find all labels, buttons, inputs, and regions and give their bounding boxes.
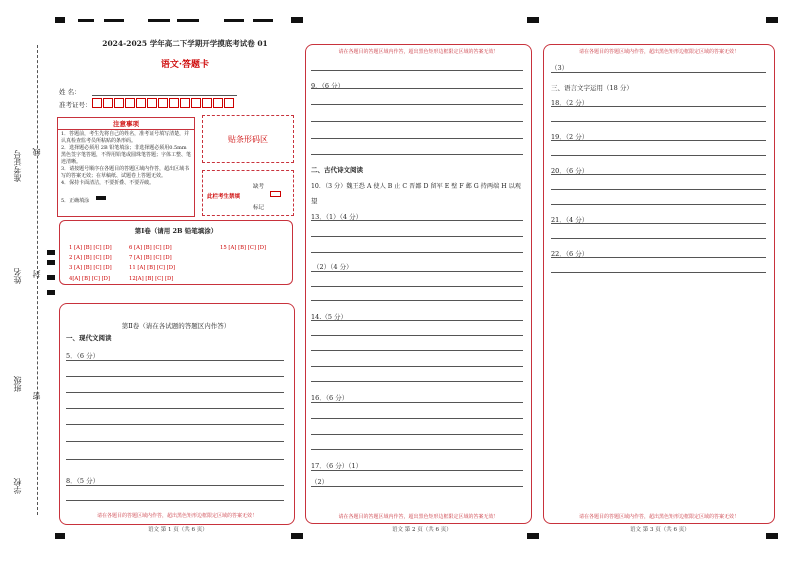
side-label-school: 学校 — [13, 478, 22, 494]
registration-mark — [527, 533, 539, 539]
answer-line[interactable] — [311, 104, 523, 105]
exam-id-boxes[interactable] — [92, 98, 234, 110]
answer-panel-page2 — [305, 44, 532, 524]
answer-line[interactable] — [311, 320, 523, 321]
choice-row[interactable]: 7 [A] [B] [C] [D] — [129, 255, 172, 261]
panel-notice-bottom: 请在各题目的答题区域内作答，超出黑色矩形边框限定区域的答案无效！ — [338, 514, 499, 520]
answer-line[interactable] — [551, 140, 766, 141]
question-label: 5．（6 分） — [66, 352, 100, 360]
question-label: 22．（6 分） — [551, 250, 589, 258]
answer-line[interactable] — [311, 402, 523, 403]
registration-mark — [47, 290, 55, 295]
answer-line[interactable] — [311, 138, 523, 139]
question-label: 8．（5 分） — [66, 477, 100, 485]
answer-line[interactable] — [551, 72, 766, 73]
answer-line[interactable] — [311, 381, 523, 382]
side-label-name: 姓名 — [13, 268, 22, 284]
answer-panel-page3 — [543, 44, 775, 524]
registration-mark — [291, 17, 303, 23]
answer-line[interactable] — [311, 366, 523, 367]
notice-item: 2．选择题必须用 2B 铅笔填涂；非选择题必须用0.5mm 黑色签字笔答题，不得用铅笔或圆珠笔答题；字体工整、笔迹清晰。 — [61, 145, 192, 165]
answer-line[interactable] — [551, 272, 766, 273]
section-title-modern-reading: 一、现代文阅读 — [66, 334, 112, 342]
choice-row[interactable]: 4[A] [B] [C] [D] — [69, 276, 110, 282]
answer-line[interactable] — [66, 459, 284, 460]
section-title-classical-reading: 二、古代诗文阅读 — [311, 166, 363, 174]
question-label: 19．（2 分） — [551, 133, 589, 141]
absent-box — [202, 170, 294, 216]
answer-line[interactable] — [311, 252, 523, 253]
notice-box — [57, 117, 195, 217]
panel-notice-bottom: 请在各题目的答题区域内作答，超出黑色矩形边框限定区域的答案无效！ — [578, 514, 739, 520]
absent-checkbox[interactable] — [270, 191, 281, 197]
answer-line[interactable] — [311, 286, 523, 287]
barcode-area — [202, 115, 294, 163]
panel-notice-top: 请在各题目的答题区域内作答，超出黑色矩形边框限定区域的答案无效！ — [578, 49, 739, 55]
answer-line[interactable] — [66, 376, 284, 377]
page-footer: 语文 第 2 页（共 6 页） — [392, 527, 452, 533]
choice-row[interactable]: 12[A] [B] [C] [D] — [129, 276, 174, 282]
registration-mark — [766, 17, 778, 23]
answer-line[interactable] — [311, 220, 523, 221]
question-label: 16．（6 分） — [311, 394, 349, 402]
side-label-seal: 封 — [32, 270, 41, 278]
answer-line[interactable] — [66, 485, 284, 486]
absent-missing-label: 缺考 — [253, 184, 265, 190]
answer-line[interactable] — [311, 70, 523, 71]
answer-line[interactable] — [551, 106, 766, 107]
binding-dashed-line — [37, 45, 38, 515]
registration-mark — [148, 19, 170, 22]
part1-title: 第Ⅰ卷（请用 2B 铅笔填涂） — [134, 227, 218, 235]
question-label: 13．（1）（4 分） — [311, 213, 363, 221]
notice-item: 4．保持卡面清洁，不要折叠、不要弄破。 — [61, 180, 155, 186]
registration-mark — [55, 17, 65, 23]
part2-title: 第Ⅱ卷（请在各试题的答题区内作答） — [121, 322, 231, 330]
side-label-line: 线 — [32, 148, 41, 156]
answer-line[interactable] — [551, 121, 766, 122]
question-label: 10．（3 分）魏王恐 A 使人 B 止 C 晋鄙 D 留军 E 壁 F 邺 G 持两端 H 以观 — [311, 183, 521, 190]
notice-item: 3．请按题号顺序在各题目的答题区域内作答，超出区域书写的答案无效；在草稿纸、试题卷上答题无效。 — [61, 166, 190, 179]
id-label: 准考证号： — [59, 101, 92, 109]
registration-mark — [47, 260, 55, 265]
question-label: （2）（4 分） — [313, 263, 353, 271]
answer-line[interactable] — [311, 486, 523, 487]
answer-line[interactable] — [311, 350, 523, 351]
registration-mark — [766, 533, 778, 539]
page-footer: 语文 第 1 页（共 6 页） — [148, 527, 208, 533]
question-label: （2） — [311, 478, 329, 486]
question-label: 20．（6 分） — [551, 167, 589, 175]
choice-row[interactable]: 15 [A] [B] [C] [D] — [220, 245, 267, 251]
answer-line[interactable] — [66, 500, 284, 501]
answer-line[interactable] — [551, 155, 766, 156]
answer-line[interactable] — [311, 335, 523, 336]
barcode-label: 贴条形码区 — [228, 134, 268, 144]
section-title-language-use: 三、语言文字运用（18 分） — [551, 84, 633, 92]
answer-line[interactable] — [551, 204, 766, 205]
absent-mark-label: 标记 — [253, 205, 265, 211]
side-label-class: 班级 — [13, 376, 22, 392]
answer-line[interactable] — [551, 238, 766, 239]
absent-label: 此栏考生禁填 — [207, 194, 241, 200]
answer-line[interactable] — [311, 154, 523, 155]
panel-notice-bottom: 请在各题目的答题区域内作答，超出黑色矩形边框限定区域的答案无效！ — [96, 513, 257, 519]
question-label: 9．（6 分） — [311, 82, 345, 90]
panel-notice-top: 请在各题目的答题区域内作答，超出黑色矩形边框限定区域的答案无效！ — [338, 49, 499, 55]
registration-mark — [47, 250, 55, 255]
question-label-continued: 望 — [311, 197, 318, 205]
question-label: （3） — [551, 64, 569, 72]
answer-line[interactable] — [551, 223, 766, 224]
registration-mark — [47, 275, 55, 280]
side-label-id: 准考证号 — [13, 150, 22, 182]
page-footer: 语文 第 3 页（共 6 页） — [630, 527, 690, 533]
answer-line[interactable] — [311, 271, 523, 272]
registration-mark — [253, 19, 273, 22]
answer-line[interactable] — [311, 449, 523, 450]
answer-line[interactable] — [311, 434, 523, 435]
registration-mark — [177, 19, 199, 22]
answer-line[interactable] — [311, 236, 523, 237]
registration-mark — [55, 533, 65, 539]
registration-mark — [104, 19, 124, 22]
choice-row[interactable]: 2 [A] [B] [C] [D] — [69, 255, 112, 261]
registration-mark — [291, 533, 303, 539]
answer-line[interactable] — [551, 174, 766, 175]
exam-subtitle: 语文·答题卡 — [160, 60, 210, 70]
answer-line[interactable] — [66, 392, 284, 393]
choice-row[interactable]: 1 [A] [B] [C] [D] — [69, 245, 112, 251]
notice-title: 注意事项 — [58, 118, 194, 130]
registration-mark — [78, 19, 94, 22]
answer-line[interactable] — [551, 257, 766, 258]
question-label: 17．（6 分）（1） — [311, 462, 363, 470]
choice-row[interactable]: 6 [A] [B] [C] [D] — [129, 245, 172, 251]
answer-line[interactable] — [66, 441, 284, 442]
answer-line[interactable] — [311, 418, 523, 419]
registration-mark — [527, 17, 539, 23]
answer-line[interactable] — [311, 121, 523, 122]
question-label: 21．（4 分） — [551, 216, 589, 224]
answer-line[interactable] — [311, 470, 523, 471]
answer-line[interactable] — [311, 300, 523, 301]
fill-example-icon — [96, 196, 106, 200]
choice-row[interactable]: 11 [A] [B] [C] [D] — [129, 265, 176, 271]
side-label-secret: 密 — [32, 392, 41, 400]
name-field[interactable] — [92, 95, 237, 96]
exam-title: 2024-2025 学年高二下学期开学摸底考试卷 01 — [102, 39, 268, 48]
question-label: 18．（2 分） — [551, 99, 589, 107]
answer-line[interactable] — [551, 189, 766, 190]
notice-item: 1．答题前，考生先将自己的姓名，准考证号填写清楚，并认真检查监考员所粘贴的条形码。 — [61, 131, 190, 144]
answer-line[interactable] — [66, 408, 284, 409]
registration-mark — [224, 19, 244, 22]
answer-line[interactable] — [66, 360, 284, 361]
question-label: 14.（5 分） — [311, 313, 348, 321]
name-label: 姓 名： — [59, 88, 81, 96]
answer-line[interactable] — [311, 88, 523, 89]
choice-row[interactable]: 3 [A] [B] [C] [D] — [69, 265, 112, 271]
notice-item: 5．正确填涂 — [61, 198, 90, 204]
answer-line[interactable] — [66, 424, 284, 425]
